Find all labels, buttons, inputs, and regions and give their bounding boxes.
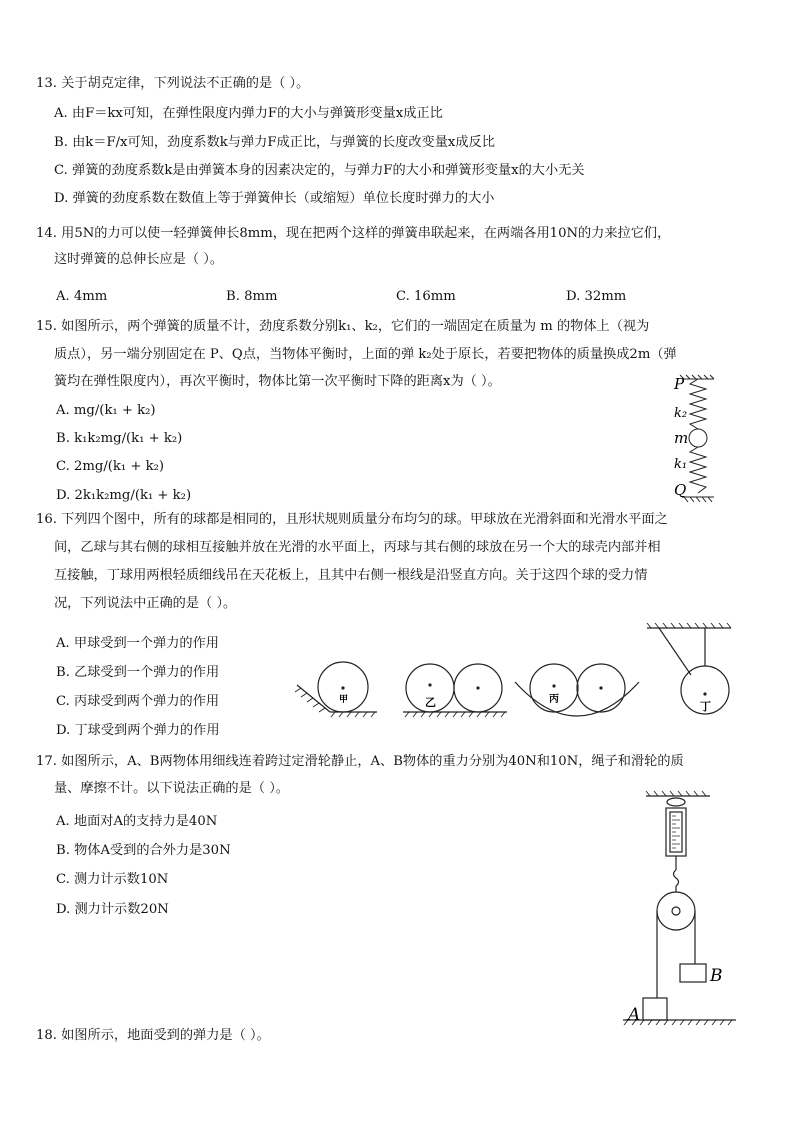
label-p: P bbox=[674, 375, 685, 393]
q16-option-b: B. 乙球受到一个弹力的作用 bbox=[56, 665, 220, 680]
q14-option-d: D. 32mm bbox=[566, 289, 627, 304]
q17-option-d: D. 测力计示数20N bbox=[56, 902, 169, 917]
label-q: Q bbox=[674, 481, 687, 499]
q17-stem-line2: 量、摩擦不计。以下说法正确的是（ ）。 bbox=[54, 781, 289, 796]
q13-option-c: C. 弹簧的劲度系数k是由弹簧本身的因素决定的，与弹力F的大小和弹簧形变量x的大小无关 bbox=[54, 163, 585, 178]
q15-stem-line2: 质点），另一端分别固定在 P、Q点，当物体平衡时，上面的弹 k₂处于原长，若要把物体的质量换成2m（弹 bbox=[54, 347, 677, 362]
q15-option-b: B. k₁k₂mg/(k₁ + k₂) bbox=[56, 431, 183, 446]
q18-stem: 18. 如图所示，地面受到的弹力是（ ）。 bbox=[36, 1028, 270, 1043]
q17-stem-line1: 17. 如图所示，A、B两物体用细线连着跨过定滑轮静止，A、B物体的重力分别为40N和10N，绳子和滑轮的质 bbox=[36, 754, 684, 769]
q14-stem-line1: 14. 用5N的力可以使一轻弹簧伸长8mm，现在把两个这样的弹簧串联起来，在两端各用10N的力来拉它们， bbox=[36, 226, 671, 241]
label-k2: k₂ bbox=[674, 406, 688, 421]
q16-stem-line4: 况，下列说法中正确的是（ ）。 bbox=[54, 596, 237, 611]
q15-stem-line3: 簧均在弹性限度内），再次平衡时，物体比第一次平衡时下降的距离x为（ ）。 bbox=[54, 374, 501, 389]
q13-stem: 13. 关于胡克定律，下列说法不正确的是（ ）。 bbox=[36, 76, 310, 91]
label-bing: 丙 bbox=[549, 694, 559, 705]
q16-balls-figure bbox=[295, 620, 755, 730]
q13-option-d: D. 弹簧的劲度系数在数值上等于弹簧伸长（或缩短）单位长度时弹力的大小 bbox=[54, 191, 495, 206]
q14-option-c: C. 16mm bbox=[396, 289, 456, 304]
q15-option-a: A. mg/(k₁ + k₂) bbox=[56, 403, 156, 418]
label-yi: 乙 bbox=[425, 696, 436, 709]
q15-stem-line1: 15. 如图所示，两个弹簧的质量不计，劲度系数分别k₁、k₂，它们的一端固定在质量为 m 的物体上（视为 bbox=[36, 319, 650, 334]
q16-option-c: C. 丙球受到两个弹力的作用 bbox=[56, 694, 220, 709]
q16-stem-line3: 互接触，丁球用两根轻质细线吊在天花板上，且其中右侧一根线是沿竖直方向。关于这四个球的受力情 bbox=[54, 568, 648, 583]
label-k1: k₁ bbox=[674, 457, 688, 472]
q14-stem-line2: 这时弹簧的总伸长应是（ ）。 bbox=[54, 252, 224, 267]
q15-option-d: D. 2k₁k₂mg/(k₁ + k₂) bbox=[56, 488, 192, 503]
q17-option-c: C. 测力计示数10N bbox=[56, 872, 169, 887]
label-ding: 丁 bbox=[700, 700, 711, 713]
q17-option-a: A. 地面对A的支持力是40N bbox=[56, 814, 218, 829]
q16-option-a: A. 甲球受到一个弹力的作用 bbox=[56, 636, 219, 651]
label-block-a: A bbox=[628, 1005, 641, 1025]
q14-option-b: B. 8mm bbox=[226, 289, 278, 304]
q17-option-b: B. 物体A受到的合外力是30N bbox=[56, 843, 231, 858]
q16-stem-line1: 16. 下列四个图中，所有的球都是相同的，且形状规则质量分布均匀的球。甲球放在光滑斜面和光滑水平面之 bbox=[36, 512, 668, 527]
q13-option-b: B. 由k＝F/x可知，劲度系数k与弹力F成正比，与弹簧的长度改变量x成反比 bbox=[54, 135, 495, 150]
q17-pulley-figure bbox=[618, 788, 738, 1028]
q14-option-a: A. 4mm bbox=[56, 289, 108, 304]
label-m: m bbox=[674, 429, 689, 447]
q15-option-c: C. 2mg/(k₁ + k₂) bbox=[56, 459, 165, 474]
q13-option-a: A. 由F＝kx可知，在弹性限度内弹力F的大小与弹簧形变量x成正比 bbox=[54, 106, 443, 121]
q16-stem-line2: 间，乙球与其右侧的球相互接触并放在光滑的水平面上，丙球与其右侧的球放在另一个大的球壳内部并相 bbox=[54, 540, 661, 555]
label-block-b: B bbox=[710, 966, 723, 986]
q16-option-d: D. 丁球受到两个弹力的作用 bbox=[56, 723, 220, 738]
label-jia: 甲 bbox=[339, 695, 349, 705]
q15-spring-figure bbox=[672, 375, 732, 505]
